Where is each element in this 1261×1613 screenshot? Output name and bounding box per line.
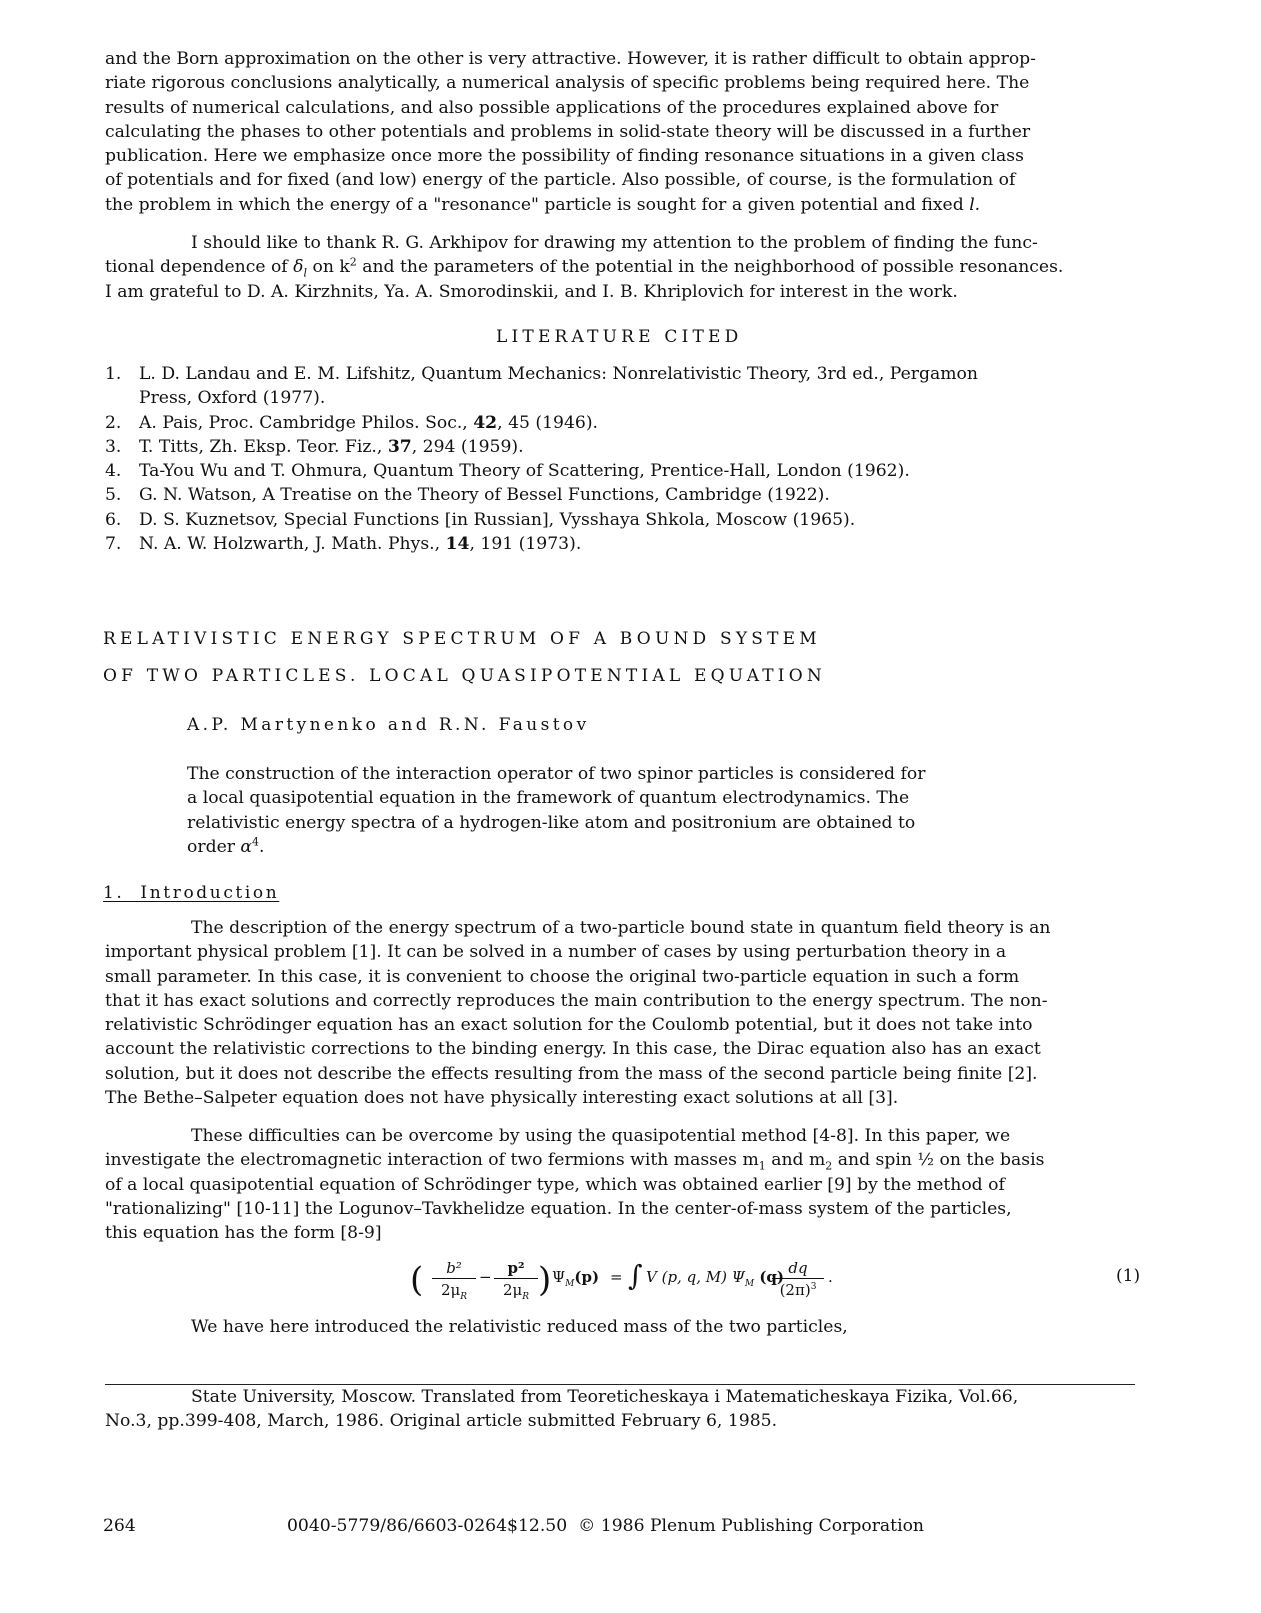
eq-fraction-3 [772,1258,824,1301]
eq-rhs [646,1268,784,1289]
reference-text: Press, Oxford (1977). [139,388,326,409]
text-line: riate rigorous conclusions analytically, a numerical analysis of specific problems being required here. The [105,73,1030,94]
reference-text [139,532,581,556]
page-number: 264 [103,1516,136,1536]
equation-1 [410,1258,870,1308]
equation-number: (1) [1116,1266,1141,1286]
eq-minus: − [479,1268,492,1286]
text-line: this equation has the form [8-9] [105,1223,382,1244]
text-fragment: 2μ [440,1281,461,1299]
eq-p-squared: p² [494,1258,538,1279]
eq-fraction-1 [432,1258,476,1301]
eq-dq: dq [772,1258,824,1279]
eq-fraction-2 [494,1258,538,1301]
text-line: The construction of the interaction operator of two spinor particles is considered for [187,764,926,784]
section-heading: 1. Introduction [103,883,280,903]
text-line: We have here introduced the relativistic reduced mass of the two particles, [191,1317,848,1337]
symbol-l: l. [969,194,981,215]
volume: 42 [473,412,498,433]
volume: 14 [445,534,470,555]
text-line: The description of the energy spectrum of a two-particle bound state in quantum field theory is an [191,918,1051,938]
eq-subscript: M [744,1279,755,1289]
reference-number: 5. [105,485,122,506]
reference-text: D. S. Kuznetsov, Special Functions [in Russian], Vysshaya Shkola, Moscow (1965). [139,509,856,530]
eq-subscript: R [460,1292,468,1302]
text-fragment: on k [307,257,350,278]
k-superscript: 2 [349,255,357,269]
text-fragment: V (p, q, M) Ψ [646,1268,745,1286]
reference-text [139,435,524,459]
mass-subscript-2: 2 [825,1159,833,1173]
reference-item [105,532,1170,556]
alpha-superscript: 4 [252,835,260,849]
text-line: relativistic energy spectra of a hydrogen-like atom and positronium are obtained to [187,812,916,833]
reference-text: G. N. Watson, A Treatise on the Theory of Bessel Functions, Cambridge (1922). [139,485,830,506]
text-line [105,193,1170,217]
text-line: relativistic Schrödinger equation has an exact solution for the Coulomb potential, but it does not take into [105,1015,1033,1036]
reference-text [139,411,598,435]
text-line: small parameter. In this case, it is convenient to choose the original two-particle equation in such a form [105,966,1020,987]
copyright: © 1986 Plenum Publishing Corporation [578,1516,924,1536]
reference-number: 3. [105,436,122,457]
eq-superscript: 3 [810,1282,817,1292]
article-title-line-2: OF TWO PARTICLES. LOCAL QUASIPOTENTIAL EQUATION [103,666,826,686]
reference-list [105,362,1170,556]
reference-number: 1. [105,364,122,384]
text-line: important physical problem [1]. It can be solved in a number of cases by using perturbation theory in a [105,942,1007,963]
text-fragment: T. Titts, Zh. Eksp. Teor. Fiz., [139,436,388,457]
intro-paragraph-1 [105,916,1170,1110]
text-line [105,1148,1170,1172]
literature-heading: LITERATURE CITED [496,327,743,347]
text-line: The Bethe–Salpeter equation does not have physically interesting exact solutions at all [3]. [105,1088,899,1109]
article-authors: A.P. Martynenko and R.N. Faustov [187,715,590,735]
text-fragment: A. Pais, Proc. Cambridge Philos. Soc., [139,412,474,433]
text-line: of a local quasipotential equation of Schrödinger type, which was obtained earlier [9] by the method of [105,1174,1005,1195]
text-line: publication. Here we emphasize once more the possibility of finding resonance situations in a given class [105,146,1024,167]
volume: 37 [387,436,412,457]
reference-item [105,386,1170,410]
reference-number: 2. [105,412,122,433]
alpha-symbol: α [240,836,253,857]
price-code [287,1516,924,1536]
top-paragraph [105,47,1170,217]
text-fragment: 0040-5779/86/6603-0264$12.50 [287,1516,568,1536]
text-line: State University, Moscow. Translated from Teoreticheskaya i Matematicheskaya Fizika, Vol.66, [191,1387,1019,1407]
text-fragment: order [187,836,241,857]
abstract [187,762,1007,859]
reference-text: L. D. Landau and E. M. Lifshitz, Quantum Mechanics: Nonrelativistic Theory, 3rd ed., Pergamon [139,364,978,384]
eq-right-paren: ) [538,1260,552,1300]
reference-number: 4. [105,461,122,482]
text-fragment: , 294 (1959). [411,436,524,457]
text-fragment: on the basis [934,1150,1045,1171]
text-line [105,255,1170,279]
text-fragment: (2π) [779,1281,811,1299]
text-line: and the Born approximation on the other is very attractive. However, it is rather difficult to obtain approp- [105,49,1036,69]
delta-subscript: l [303,266,308,280]
footnote [105,1385,1170,1434]
eq-psi-left [552,1268,600,1289]
text-line: that it has exact solutions and correctly reproduces the main contribution to the energy spectrum. The non- [105,990,1048,1011]
eq-integral: ∫ [628,1259,643,1292]
text-fragment: , 191 (1973). [469,534,582,555]
article-title-line-1: RELATIVISTIC ENERGY SPECTRUM OF A BOUND SYSTEM [103,629,821,649]
reference-text: Ta-You Wu and T. Ohmura, Quantum Theory of Scattering, Prentice-Hall, London (1962). [139,461,910,482]
text-fragment: tional dependence of [105,257,294,278]
text-fragment: (q) [754,1268,784,1286]
text-fragment: and m [765,1150,826,1171]
intro-paragraph-3 [105,1315,1170,1339]
text-line: I should like to thank R. G. Arkhipov for drawing my attention to the problem of finding the func- [191,233,1038,253]
eq-denominator [772,1279,824,1301]
text-line: I am grateful to D. A. Kirzhnits, Ya. A. Smorodinskii, and I. B. Khriplovich for interest in the work. [105,281,958,302]
eq-left-paren: ( [410,1260,424,1300]
text-fragment: 2μ [502,1281,523,1299]
reference-number: 7. [105,534,122,555]
text-fragment: the problem in which the energy of a "resonance" particle is sought for a given potential and fixed [105,194,970,215]
text-line: results of numerical calculations, and also possible applications of the procedures explained above for [105,97,999,118]
eq-subscript: R [522,1292,530,1302]
intro-paragraph-2 [105,1124,1170,1245]
text-line: No.3, pp.399-408, March, 1986. Original article submitted February 6, 1985. [105,1411,778,1432]
reference-item [105,411,1170,435]
half-fraction: ½ [917,1150,935,1171]
text-line: of potentials and for fixed (and low) energy of the particle. Also possible, of course, is the formulation of [105,170,1016,191]
text-line [187,835,1007,859]
text-line: "rationalizing" [10-11] the Logunov–Tavkhelidze equation. In the center-of-mass system of the particles, [105,1198,1012,1219]
reference-item [105,362,1170,386]
eq-subscript: M [565,1279,575,1289]
text-fragment: (p) [574,1268,600,1286]
reference-number: 6. [105,509,122,530]
reference-item [105,508,1170,532]
reference-item [105,459,1170,483]
eq-denominator [494,1279,538,1301]
text-fragment: and spin [832,1150,918,1171]
text-line: calculating the phases to other potentials and problems in solid-state theory will be discussed in a further [105,121,1031,142]
text-fragment: , 45 (1946). [497,412,599,433]
text-line: These difficulties can be overcome by using the quasipotential method [4-8]. In this paper, we [191,1126,1011,1146]
reference-item [105,483,1170,507]
delta-symbol: δ [293,257,304,278]
text-line: solution, but it does not describe the effects resulting from the mass of the second particle being finite [2]. [105,1063,1038,1084]
text-fragment: N. A. W. Holzwarth, J. Math. Phys., [139,534,446,555]
reference-item [105,435,1170,459]
text-fragment: . [259,836,265,857]
text-line: a local quasipotential equation in the framework of quantum electrodynamics. The [187,788,910,809]
eq-equals: = [610,1268,623,1286]
mass-subscript-1: 1 [758,1159,766,1173]
reference-spacer [105,386,139,410]
eq-dot: . [828,1268,833,1286]
text-fragment: investigate the electromagnetic interaction of two fermions with masses m [105,1150,759,1171]
text-fragment: and the parameters of the potential in the neighborhood of possible resonances. [356,257,1064,278]
text-fragment: Ψ [552,1268,566,1286]
eq-b-squared: b² [432,1258,476,1279]
text-line: account the relativistic corrections to the binding energy. In this case, the Dirac equation also has an exact [105,1039,1041,1060]
eq-denominator [432,1279,476,1301]
acknowledgement [105,231,1170,304]
